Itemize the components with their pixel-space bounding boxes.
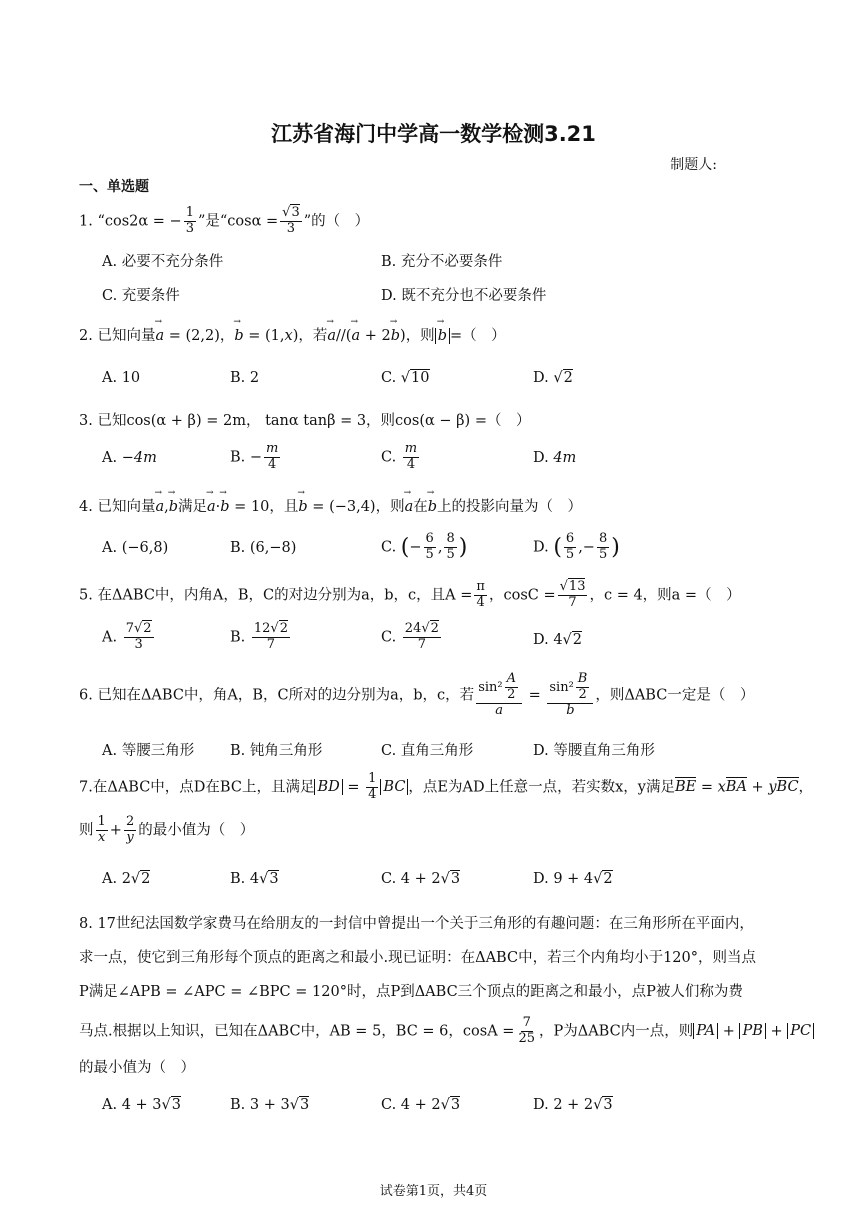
page-footer: 试卷第1页，共4页 <box>379 1184 488 1199</box>
option-c[interactable]: C. (− $\frac{6}{5}$ , $\frac{8}{5}$ ) <box>381 531 468 562</box>
page-title: 江苏省海门中学高一数学检测3.21 <box>271 122 596 146</box>
fraction: $\frac{√3}{3}$ <box>282 205 300 236</box>
question-2: 2. 已知向量→ a = (2,2)，→ b = (1,x)，若→ a//(→ a + 2→ b)，则→ b =（ ） <box>79 324 506 345</box>
option-b[interactable]: B. − $\frac{m}{4}$ <box>230 441 279 472</box>
option-c[interactable]: C. √10 <box>381 370 430 386</box>
question-8-line2: 求一点，使它到三角形每个顶点的距离之和最小.现已证明：在ΔABC中，若三个内角均小于120°，则当点 <box>79 950 756 966</box>
option-a[interactable]: A. 4 + 3√3 <box>102 1097 181 1113</box>
option-b[interactable]: B. 2 <box>230 370 260 386</box>
option-c[interactable]: C. 充要条件 <box>102 288 180 304</box>
option-b[interactable]: B. 3 + 3√3 <box>230 1097 310 1113</box>
option-d[interactable]: D. 4√2 <box>533 632 583 648</box>
option-b[interactable]: B. (6,−8) <box>230 540 297 556</box>
option-a[interactable]: A. 2√2 <box>102 871 151 887</box>
option-c[interactable]: C. $\frac{24√2}{7}$ <box>381 621 439 652</box>
option-b[interactable]: B. 4√3 <box>230 871 279 887</box>
question-text: ”是“cosα = <box>197 213 279 230</box>
question-8-line5: 的最小值为（ ） <box>79 1060 195 1076</box>
option-d[interactable]: D. 9 + 4√2 <box>533 871 613 887</box>
option-d[interactable]: D. √2 <box>533 370 573 386</box>
question-5: 5. 在ΔABC中，内角A，B，C的对边分别为a，b，c，且A = $\frac{\pi}{4}$ ，cosC = $\frac{√13}{7}$ ，c = 4，则a =（ ） <box>79 579 741 610</box>
fraction: $\frac{1}{3}$ <box>185 205 194 236</box>
option-d[interactable]: D. 2 + 2√3 <box>533 1097 613 1113</box>
question-8-line3: P满足∠APB = ∠APC = ∠BPC = 120°时，点P到ΔABC三个顶点的距离之和最小，点P被人们称为费 <box>79 984 743 1000</box>
option-c[interactable]: C. $\frac{m}{4}$ <box>381 441 418 472</box>
question-text: “cos2α = − <box>97 213 182 230</box>
option-a[interactable]: A. 10 <box>102 370 141 386</box>
question-7: 7.在ΔABC中，点D在BC上，且满足 BD = $\frac{1}{4}$ BC ，点E为AD上任意一点，若实数x，y满足BE = xBA + yBC， <box>79 771 814 802</box>
question-8: 8. 17世纪法国数学家费马在给朋友的一封信中曾提出一个关于三角形的有趣问题：在三角形所在平面内， <box>79 916 754 932</box>
option-c[interactable]: C. 4 + 2√3 <box>381 1097 461 1113</box>
option-a[interactable]: A. 必要不充分条件 <box>102 254 224 270</box>
option-d[interactable]: D. ( $\frac{6}{5}$ ,− $\frac{8}{5}$ ) <box>533 531 620 562</box>
question-number: 1. <box>79 213 93 230</box>
author-label: 制题人: <box>670 157 717 173</box>
question-text: ”的（ ） <box>303 213 370 230</box>
question-4: 4. 已知向量→ a,→ b满足→ a·→ b = 10，且→ b = (−3,4)，则→ a在→ b上的投影向量为（ ） <box>79 495 582 516</box>
question-7-line2: 则 $\frac{1}{x}$ + $\frac{2}{y}$ 的最小值为（ ） <box>79 814 255 845</box>
question-1 <box>79 206 369 237</box>
question-3: 3. 已知cos(α + β) = 2m， tanα tanβ = 3，则cos(α − β) =（ ） <box>79 413 531 429</box>
option-a[interactable]: A. $\frac{7√2}{3}$ <box>102 621 152 652</box>
option-c[interactable]: C. 4 + 2√3 <box>381 871 461 887</box>
option-d[interactable]: D. 等腰直角三角形 <box>533 743 655 759</box>
option-a[interactable]: A. 等腰三角形 <box>102 743 195 759</box>
question-8-line4: 马点.根据以上知识，已知在ΔABC中，AB = 5，BC = 6，cosA = $\frac{7}{25}$ ，P为ΔABC内一点，则 PA + PB + PC <box>79 1016 814 1047</box>
option-d[interactable]: D. 既不充分也不必要条件 <box>381 288 547 304</box>
option-b[interactable]: B. 充分不必要条件 <box>381 254 503 270</box>
option-b[interactable]: B. 钝角三角形 <box>230 743 323 759</box>
option-c[interactable]: C. 直角三角形 <box>381 743 474 759</box>
option-d[interactable]: D. 4m <box>533 450 577 466</box>
section-heading: 一、单选题 <box>79 179 149 195</box>
option-b[interactable]: B. $\frac{12√2}{7}$ <box>230 621 288 652</box>
option-a[interactable]: A. −4m <box>102 450 157 466</box>
question-6: 6. 已知在ΔABC中，角A，B，C所对的边分别为a，b，c，若 sin² $\frac{A}{2}$ a = sin² $\frac{B}{2}$ b ，则ΔABC一定是（ ） <box>79 671 755 718</box>
option-a[interactable]: A. (−6,8) <box>102 540 169 556</box>
